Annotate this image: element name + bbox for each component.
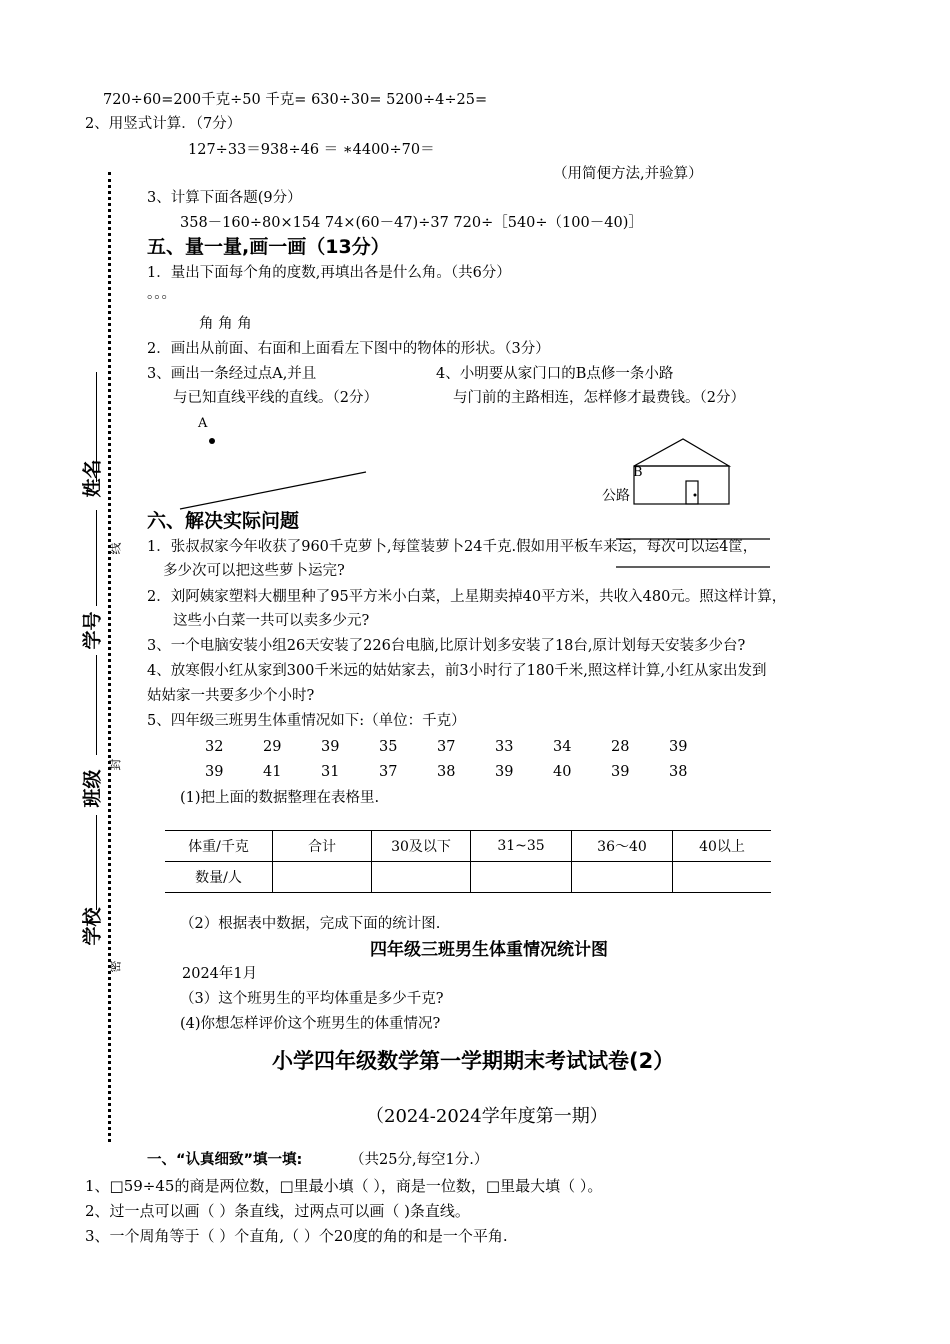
sec6-sub3: （3）这个班男生的平均体重是多少千克? bbox=[180, 991, 444, 1007]
q2-title: 2、用竖式计算．（7分） bbox=[85, 116, 242, 132]
q3-line: 358－160÷80×154 74×(60－47)÷37 720÷［540÷（100－40)］ bbox=[180, 215, 643, 231]
table-cell[interactable] bbox=[372, 862, 471, 893]
weight-table bbox=[165, 830, 771, 893]
sec5-q1: 1．量出下面每个角的度数,再填出各是什么角。（共6分） bbox=[147, 265, 511, 281]
weight-value: 38 bbox=[437, 764, 456, 780]
point-b-label: B bbox=[633, 465, 643, 480]
sec6-q1a: 1．张叔叔家今年收获了960千克萝卜,每筐装萝卜24千克.假如用平板车来运，每次可以运4筐， bbox=[147, 539, 758, 555]
sec6-sub2: （2）根据表中数据，完成下面的统计图. bbox=[180, 916, 441, 932]
house-roof bbox=[634, 439, 729, 466]
weight-value: 39 bbox=[495, 764, 514, 780]
sec6-q5: 5、四年级三班男生体重情况如下:（单位：千克） bbox=[147, 713, 466, 729]
weight-value: 41 bbox=[263, 764, 282, 780]
table-header-cell: 31~35 bbox=[471, 831, 572, 862]
sec6-q2b: 这些小白菜一共可以卖多少元? bbox=[173, 613, 370, 629]
house-door bbox=[686, 481, 698, 504]
table-header-row bbox=[165, 831, 771, 862]
sec6-q4a: 4、放寒假小红从家到300千米远的姑姑家去，前3小时行了180千米,照这样计算,小红从家出发到 bbox=[147, 663, 767, 679]
weight-value: 40 bbox=[553, 764, 572, 780]
weight-value: 39 bbox=[669, 739, 688, 755]
table-header-cell: 合计 bbox=[273, 831, 372, 862]
table-header-cell: 30及以下 bbox=[372, 831, 471, 862]
sec6-q3: 3、一个电脑安装小组26天安装了226台电脑,比原计划多安装了18台,原计划每天安装多少台? bbox=[147, 638, 746, 654]
sidebar-mi: 密 bbox=[108, 960, 123, 973]
paper2-q3: 3、一个周角等于（ ）个直角,（ ）个20度的角的和是一个平角. bbox=[85, 1227, 508, 1245]
table-cell[interactable] bbox=[572, 862, 673, 893]
sec6-sub4: (4)你想怎样评价这个班男生的体重情况? bbox=[180, 1016, 441, 1032]
section5-title: 五、量一量,画一画（13分） bbox=[147, 236, 390, 258]
sidebar-school-label: 学校 bbox=[81, 907, 104, 946]
sidebar-name-label: 姓名 bbox=[81, 459, 104, 498]
paper2-sec1-title: 一、“认真细致”填一填: bbox=[147, 1152, 303, 1168]
sec5-q3b: 与已知直线平线的直线。（2分） bbox=[173, 390, 378, 406]
paper2-q2: 2、过一点可以画（ ）条直线，过两点可以画（ )条直线。 bbox=[85, 1202, 470, 1220]
paper2-subtitle: （2024-2024学年度第一期） bbox=[366, 1106, 608, 1127]
weight-value: 39 bbox=[205, 764, 224, 780]
table-cell: 数量/人 bbox=[165, 862, 273, 893]
sidebar-id-label: 学号 bbox=[81, 611, 104, 650]
sec6-sub1: (1)把上面的数据整理在表格里. bbox=[180, 790, 380, 806]
sidebar-feng: 封 bbox=[108, 758, 123, 771]
sec5-angles: 角 角 角 bbox=[199, 316, 252, 332]
road-label: 公路 bbox=[602, 488, 630, 504]
table-header-cell: 36～40 bbox=[572, 831, 673, 862]
weight-value: 34 bbox=[553, 739, 572, 755]
point-a-label: A bbox=[198, 416, 208, 431]
sec5-dots: 。。。 bbox=[147, 286, 176, 302]
weight-value: 31 bbox=[321, 764, 340, 780]
table-row bbox=[165, 862, 771, 893]
table-cell[interactable] bbox=[273, 862, 372, 893]
weight-value: 37 bbox=[379, 764, 398, 780]
table-header-cell: 40以上 bbox=[673, 831, 772, 862]
sidebar-xian: 线 bbox=[108, 542, 123, 555]
sec6-q2a: 2．刘阿姨家塑料大棚里种了95平方米小白菜，上星期卖掉40平方米，共收入480元。照这样计算， bbox=[147, 589, 787, 605]
given-line bbox=[180, 472, 366, 509]
paper2-q1: 1、□59÷45的商是两位数，□里最小填（ ），商是一位数，□里最大填（ ）。 bbox=[85, 1177, 603, 1195]
weight-value: 38 bbox=[669, 764, 688, 780]
q3-title: 3、计算下面各题(9分） bbox=[147, 190, 302, 206]
chart-title: 四年级三班男生体重情况统计图 bbox=[370, 940, 608, 960]
sidebar-class-label: 班级 bbox=[81, 769, 104, 808]
calc-line-1: 720÷60=200千克÷50 千克= 630÷30= 5200÷4÷25= bbox=[103, 92, 488, 108]
table-cell[interactable] bbox=[673, 862, 772, 893]
weights-row-2 bbox=[205, 764, 727, 781]
q2-line: 127÷33＝938÷46 ＝ ∗4400÷70＝ bbox=[188, 142, 435, 158]
paper2-title: 小学四年级数学第一学期期末考试试卷(2） bbox=[272, 1049, 675, 1073]
weight-value: 29 bbox=[263, 739, 282, 755]
weight-value: 37 bbox=[437, 739, 456, 755]
weight-value: 32 bbox=[205, 739, 224, 755]
weight-value: 33 bbox=[495, 739, 514, 755]
section6-title: 六、解决实际问题 bbox=[147, 510, 300, 532]
chart-date: 2024年1月 bbox=[182, 966, 258, 982]
table-cell[interactable] bbox=[471, 862, 572, 893]
sec5-q2: 2．画出从前面、右面和上面看左下图中的物体的形状。（3分） bbox=[147, 341, 550, 357]
sec6-q4b: 姑姑家一共要多少个小时? bbox=[147, 688, 315, 704]
weight-value: 28 bbox=[611, 739, 630, 755]
weight-value: 39 bbox=[611, 764, 630, 780]
sec5-q4b: 与门前的主路相连，怎样修才最费钱。（2分） bbox=[453, 390, 745, 406]
weights-row-1 bbox=[205, 739, 727, 756]
house-body bbox=[634, 466, 729, 504]
sec6-q1b: 多少次可以把这些萝卜运完? bbox=[163, 563, 345, 579]
point-a bbox=[209, 438, 215, 444]
sec5-q3a: 3、画出一条经过点A,并且 bbox=[147, 366, 317, 382]
weight-value: 39 bbox=[321, 739, 340, 755]
table-header-cell: 体重/千克 bbox=[165, 831, 273, 862]
weight-value: 35 bbox=[379, 739, 398, 755]
door-knob bbox=[694, 494, 697, 497]
sec5-q4a: 4、小明要从家门口的B点修一条小路 bbox=[436, 366, 674, 382]
paper2-sec1-note: （共25分,每空1分.） bbox=[350, 1152, 489, 1168]
q2-note: （用简便方法,并验算） bbox=[553, 166, 703, 182]
